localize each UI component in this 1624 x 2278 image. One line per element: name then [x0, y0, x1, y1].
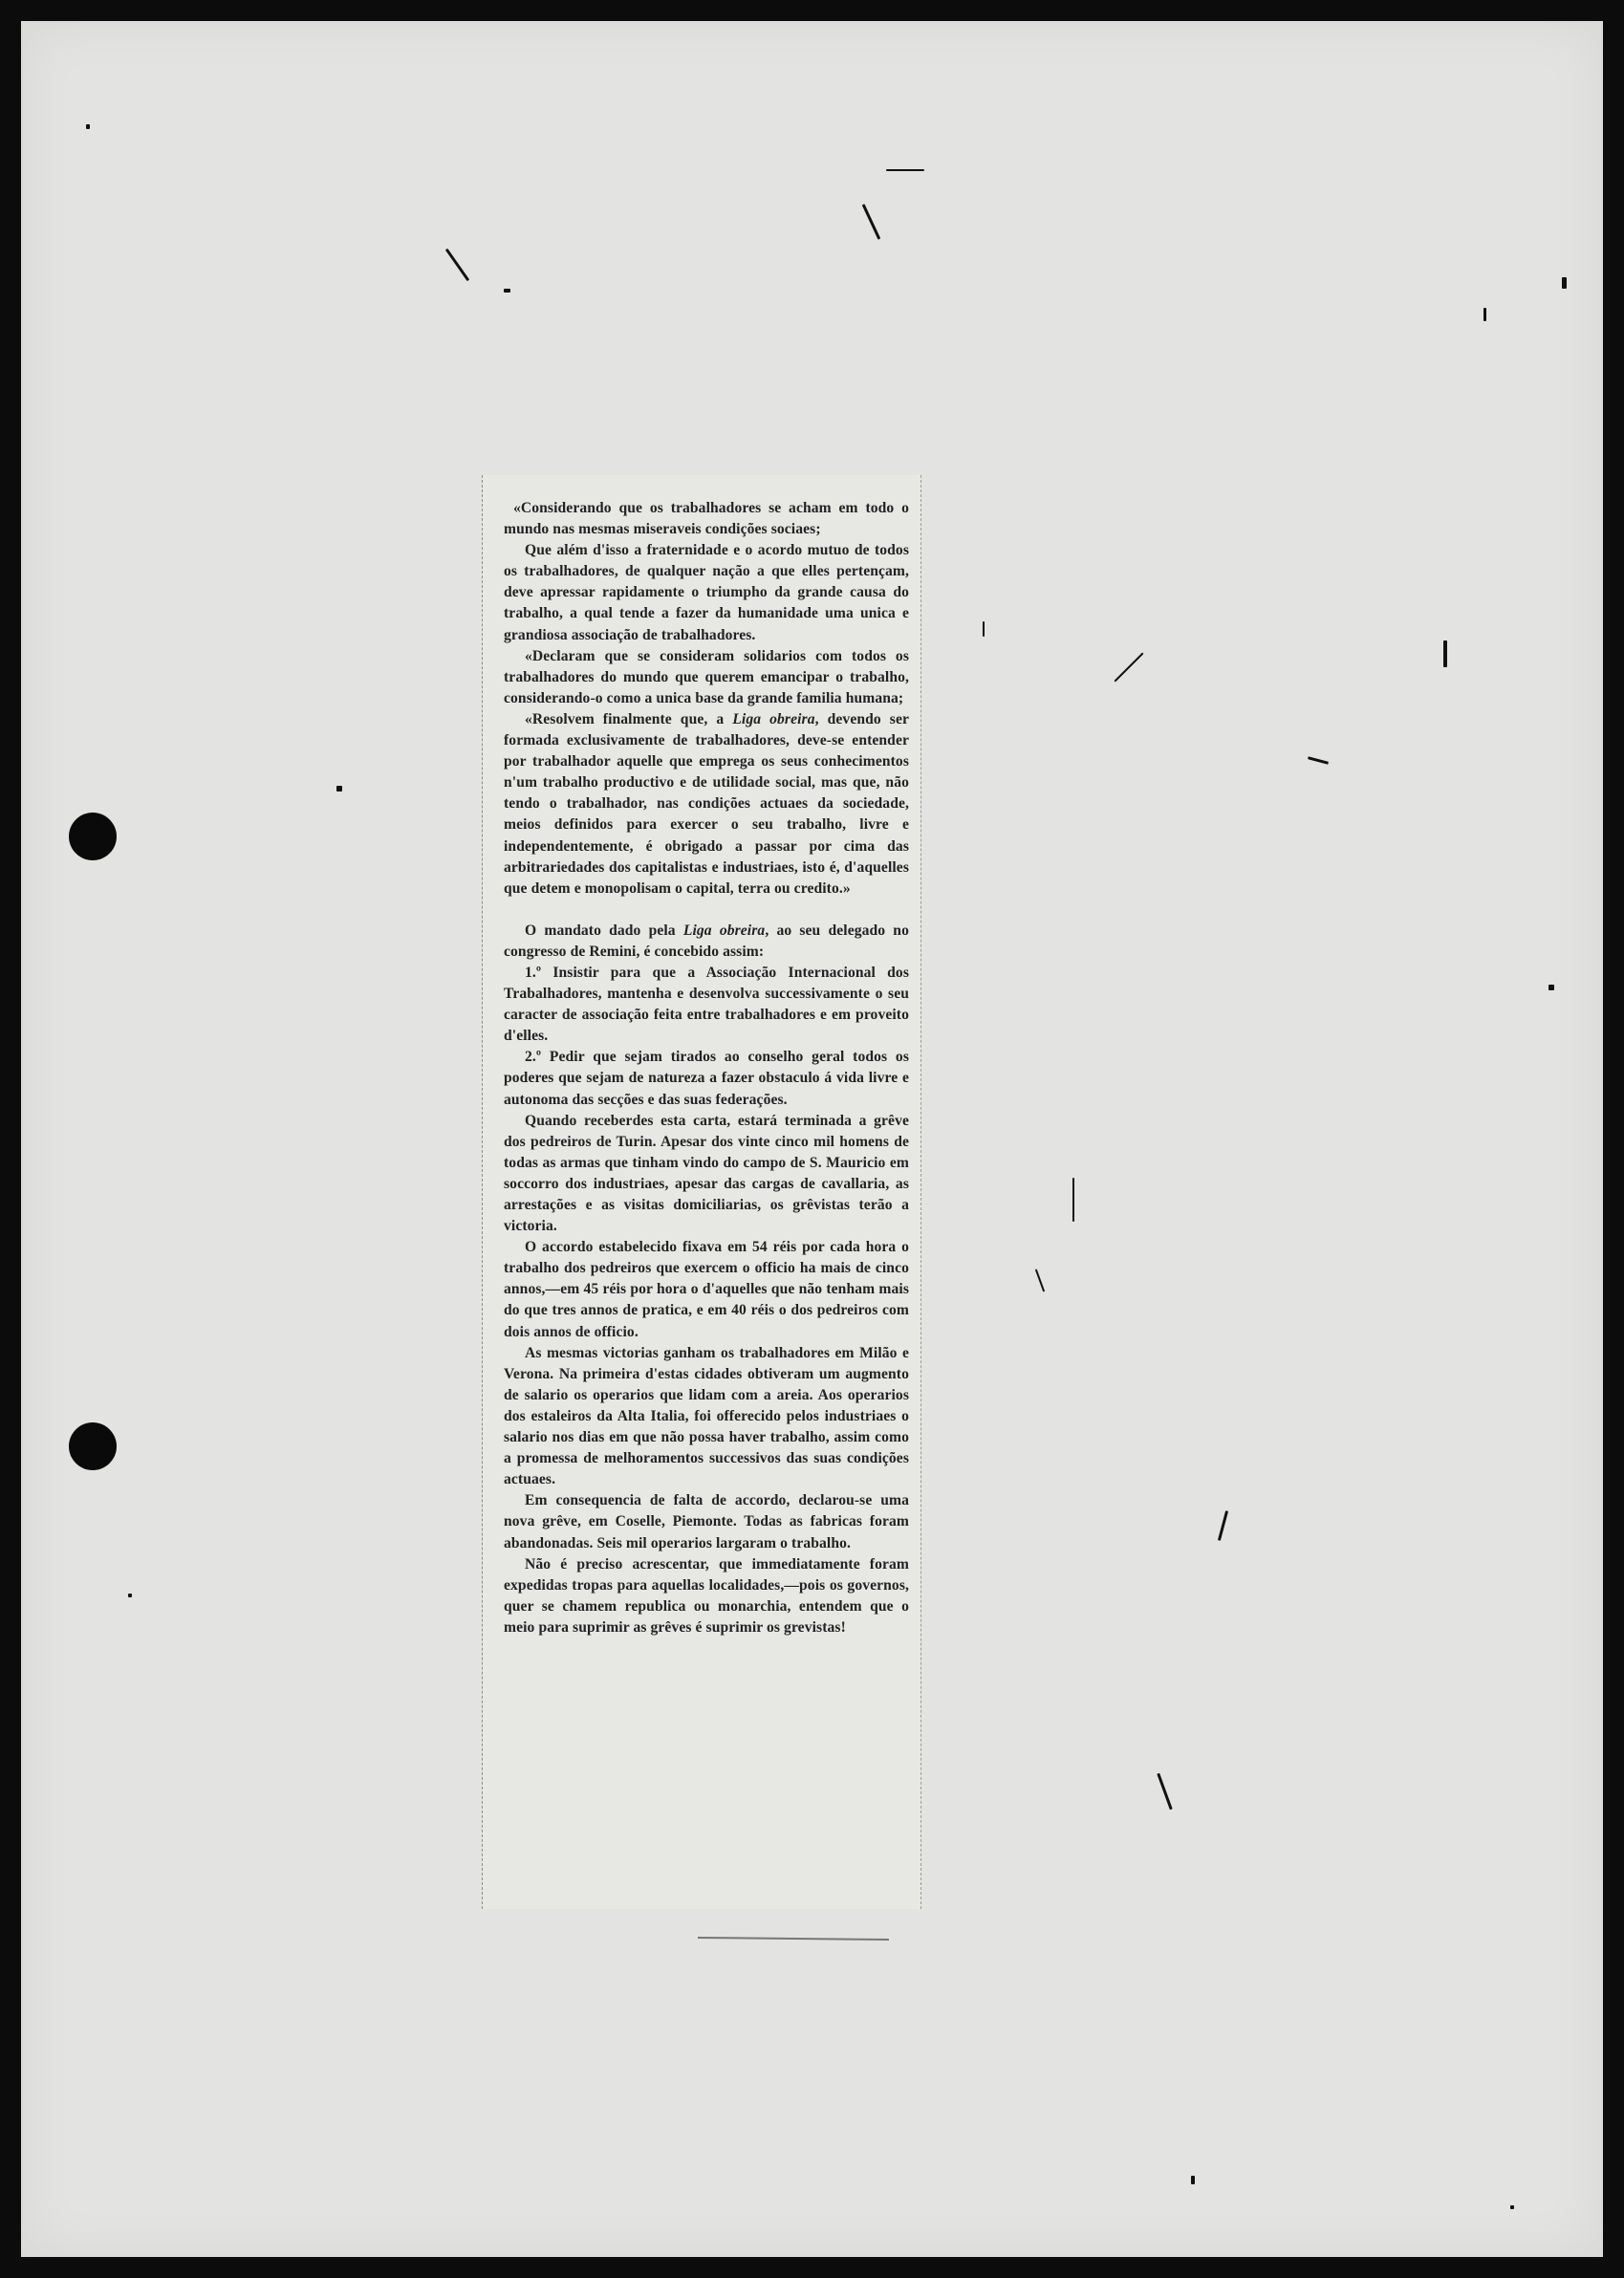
- speck: [445, 249, 469, 281]
- clipping-text: [504, 498, 909, 1638]
- text-run: , devendo ser formada exclusivamente de trabalhadores, deve-se entender por trabalhador aquelle que emprega os seus conhecimentos n'um trabalho productivo e de utilidade social, mas que, não tendo o trabalhador, nas condições actuaes da sociedade, meios definidos para exercer o seu trabalho, livre e independentemente, é obrigado a passar por cima das arbitrariedades dos capitalistas e industriaes, isto é, d'aquelles que detem e monopolisam o capital, terra ou credito.»: [504, 710, 909, 897]
- paragraph: [504, 709, 909, 900]
- paragraph: «Declaram que se consideram solidarios com todos os trabalhadores do mundo que querem emancipar o trabalho, considerando-o como a unica base da grande familia humana;: [504, 647, 909, 706]
- speck: [1191, 2176, 1195, 2184]
- paragraph: As mesmas victorias ganham os trabalhadores em Milão e Verona. Na primeira d'estas cidades obtiveram um augmento de salario os operarios que lidam com a areia. Aos operarios dos estaleiros da Alta Italia, foi offerecido pelos industriaes o salario nos dias em que não possa haver trabalho, assim como a promessa de melhoramentos successivos das suas condições actuaes.: [504, 1344, 909, 1488]
- paragraph: Em consequencia de falta de accordo, declarou-se uma nova grêve, em Coselle, Piemonte. Todas as fabricas foram abandonadas. Seis mil operarios largaram o trabalho.: [504, 1492, 909, 1551]
- paragraph: «Considerando que os trabalhadores se acham em todo o mundo nas mesmas miseraveis condições sociaes;: [504, 500, 909, 538]
- paragraph: Quando receberdes esta carta, estará terminada a grêve dos pedreiros de Turin. Apesar dos vinte cinco mil homens de todas as armas que tinham vindo do campo de S. Mauricio em soccorro dos industriaes, apesar das cargas de cavallaria, as arrestações e as visitas domiciliarias, os grêvistas terão a victoria.: [504, 1112, 909, 1235]
- paragraph: Que além d'isso a fraternidade e o acordo mutuo de todos os trabalhadores, de qualquer nação a que elles pertençam, deve apressar rapidamente o triumpho da grande causa do trabalho, a qual tende a fazer da humanidade uma unica e grandiosa associação de trabalhadores.: [504, 542, 909, 643]
- speck: [1562, 277, 1567, 289]
- speck: [1443, 640, 1447, 667]
- paragraph: 1.º Insistir para que a Associação Internacional dos Trabalhadores, mantenha e desenvolva successivamente o seu caracter de associação feita entre trabalhadores e em proveito d'elles.: [504, 964, 909, 1045]
- speck: [1072, 1178, 1074, 1222]
- speck: [862, 204, 881, 240]
- speck: [1308, 756, 1329, 765]
- paragraph: 2.º Pedir que sejam tirados ao conselho geral todos os poderes que sejam de natureza a fazer obstaculo á vida livre e autonoma das secções e das suas federações.: [504, 1049, 909, 1108]
- speck: [504, 289, 510, 293]
- speck: [1157, 1773, 1173, 1811]
- punch-hole-top: [69, 813, 117, 860]
- speck: [1035, 1269, 1045, 1291]
- newspaper-clipping: [482, 475, 921, 1909]
- paragraph: [504, 921, 909, 963]
- text-run: , ao seu delegado no congresso de Remini, é concebido assim:: [504, 922, 909, 960]
- speck: [128, 1594, 132, 1597]
- speck: [1510, 2205, 1514, 2209]
- speck: [336, 786, 342, 792]
- speck: [1548, 985, 1554, 990]
- speck: [886, 169, 924, 171]
- paragraph: Não é preciso acrescentar, que immediatamente foram expedidas tropas para aquellas localidades,—pois os governos, quer se chamem republica ou monarchia, entendem que o meio para suprimir as grêves é suprimir os grevistas!: [504, 1555, 909, 1636]
- text-run: O mandato dado pela: [525, 922, 683, 939]
- speck: [86, 124, 90, 129]
- text-run: «Resolvem finalmente que, a: [525, 710, 733, 727]
- punch-hole-bottom: [69, 1422, 117, 1470]
- paragraph: O accordo estabelecido fixava em 54 réis por cada hora o trabalho dos pedreiros que exercem o officio ha mais de cinco annos,—em 45 réis por hora o d'aquelles que não tenham mais do que tres annos de pratica, e em 40 réis o dos pedreiros com dois annos de officio.: [504, 1239, 909, 1340]
- italic-run: Liga obreira: [682, 922, 766, 939]
- paragraph-gap: [504, 900, 909, 921]
- speck: [983, 621, 985, 637]
- speck: [1218, 1510, 1228, 1541]
- speck: [1483, 308, 1486, 321]
- italic-run: Liga obreira: [732, 710, 815, 727]
- speck: [1114, 652, 1143, 682]
